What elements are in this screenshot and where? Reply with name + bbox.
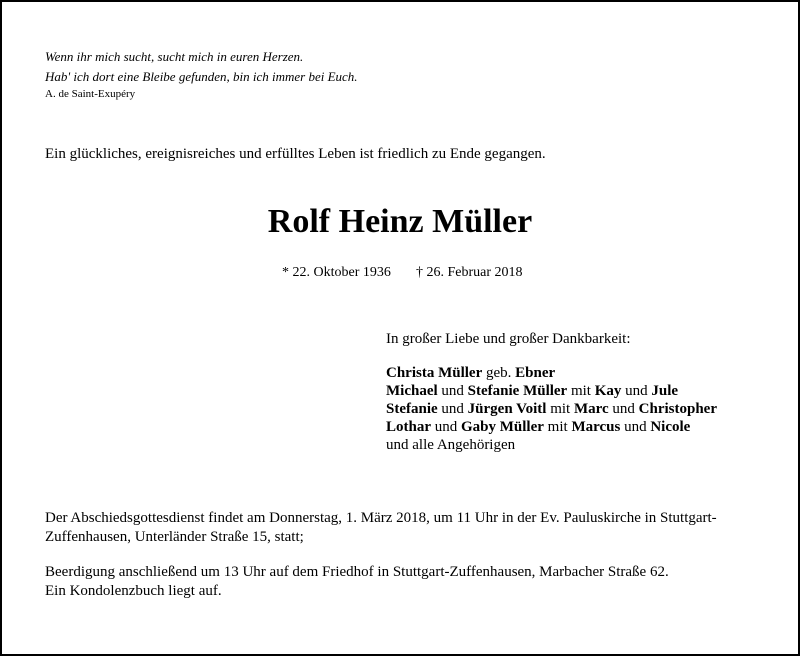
mourner-name: Gaby Müller [461,419,544,435]
mourner-name: Stefanie Müller [467,383,568,399]
mourner-connector: mit [567,383,595,399]
mourner-connector: und [431,419,461,435]
quote-author: A. de Saint-Exupéry [45,88,136,100]
quote-line-1: Wenn ihr mich sucht, sucht mich in euren Herzen. [45,49,304,64]
mourner-connector: und [620,419,651,435]
mourner-name: Jürgen Voitl [467,401,547,417]
mourner-connector: mit [543,419,572,435]
mourner-line-3 [386,400,717,418]
mourner-connector: und [621,383,652,399]
quote-line-2: Hab' ich dort eine Bleibe gefunden, bin ich immer bei Euch. [45,69,358,84]
burial-line-2: Ein Kondolenzbuch liegt auf. [45,583,222,599]
death-date: † 26. Februar 2018 [416,265,523,280]
mourner-connector: und [608,401,639,417]
mourner-name: Marc [573,401,609,417]
mourner-line-2 [386,382,678,400]
mourner-line-4 [386,418,690,436]
mourner-name: Christopher [638,401,717,417]
service-line-2: Zuffenhausen, Unterländer Straße 15, statt; [45,529,304,545]
mourner-line-1 [386,364,555,382]
mourner-name: Marcus [571,419,621,435]
burial-line-1: Beerdigung anschließend um 13 Uhr auf dem Friedhof in Stuttgart-Zuffenhausen, Marbacher Straße 62. [45,564,669,580]
mourner-name: Ebner [515,365,556,381]
mourner-name: Michael [386,383,438,399]
mourner-connector: geb. [482,365,516,381]
mourners-heading: In großer Liebe und großer Dankbarkeit: [386,331,631,347]
mourner-name: Kay [594,383,622,399]
mourner-name: Lothar [386,419,431,435]
mourner-line-5: und alle Angehörigen [386,437,516,453]
mourner-name: Nicole [650,419,691,435]
intro-text: Ein glückliches, ereignisreiches und erfülltes Leben ist friedlich zu Ende gegangen. [45,146,546,162]
mourner-connector: mit [546,401,574,417]
service-line-1: Der Abschiedsgottesdienst findet am Donnerstag, 1. März 2018, um 11 Uhr in der Ev. Pauluskirche in Stuttgart- [45,510,717,526]
mourner-name: Jule [651,383,679,399]
mourner-name: Christa Müller [386,365,483,381]
mourner-name: Stefanie [386,401,438,417]
birth-date: * 22. Oktober 1936 [282,265,391,280]
mourner-connector: und [437,383,468,399]
deceased-name: Rolf Heinz Müller [267,203,533,240]
mourner-connector: und [437,401,468,417]
